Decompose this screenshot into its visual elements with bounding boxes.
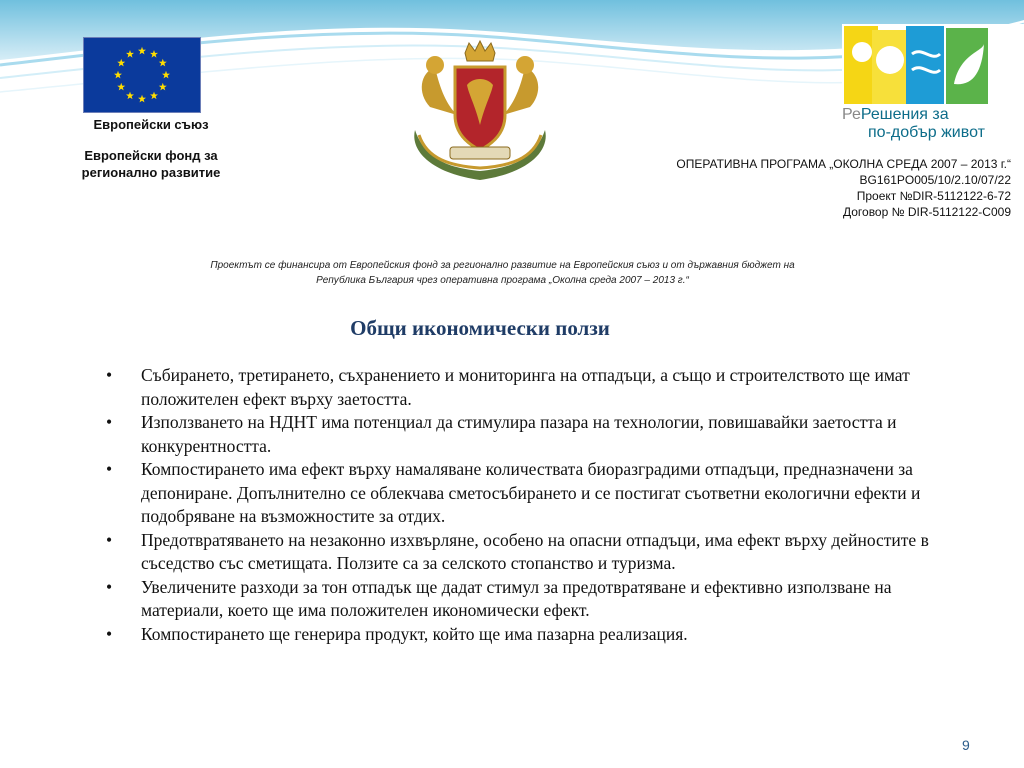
eu-star-icon bbox=[117, 83, 125, 91]
benefits-list bbox=[106, 364, 966, 646]
list-item-text: Увеличените разходи за тон отпадък ще дадат стимул за предотвратяване и ефективно използване на материали, което ще има положителен икономически ефект. bbox=[141, 576, 892, 620]
eu-star-icon bbox=[162, 71, 170, 79]
eu-star-icon bbox=[138, 47, 146, 55]
program-logo bbox=[842, 24, 1024, 152]
page-number: 9 bbox=[962, 737, 970, 753]
slide-title: Общи икономически ползи bbox=[350, 316, 610, 340]
eu-fund-label: Европейски фонд за регионално развитие bbox=[81, 148, 221, 180]
project-number-label: Проект №DIR-5112122-6-72 bbox=[856, 189, 1011, 203]
bullet-marker: • bbox=[106, 529, 113, 550]
contract-number-label: Договор № DIR-5112122-С009 bbox=[842, 205, 1011, 219]
bulgarian-coat-of-arms-logo bbox=[405, 35, 555, 185]
logo-line1-label: Решения за bbox=[860, 106, 949, 123]
eu-union-label: Европейски съюз bbox=[93, 117, 209, 132]
financing-note-line1: Проектът се финансира от Европейския фонд за регионално развитие на Европейския съюз и от държавния бюджет на bbox=[210, 260, 795, 271]
bullet-marker: • bbox=[106, 459, 113, 479]
program-code-label: BG161PO005/10/2.10/07/22 bbox=[859, 173, 1011, 187]
logo-line2-label: по-добър живот bbox=[868, 124, 985, 141]
list-item bbox=[106, 529, 966, 576]
financing-note-line2: Република България чрез оперативна програма „Околна среда 2007 – 2013 г.“ bbox=[316, 275, 689, 286]
bullet-marker: • bbox=[106, 623, 113, 644]
logo-text bbox=[842, 106, 1024, 142]
bullet-marker: • bbox=[106, 412, 113, 432]
eu-star-icon bbox=[138, 95, 146, 103]
list-item bbox=[106, 411, 966, 458]
list-item-text: Компостирането ще генерира продукт, който ще има пазарна реализация. bbox=[141, 623, 688, 644]
list-item bbox=[106, 364, 966, 411]
list-item-text: Компостирането има ефект върху намаляване количествата биоразградими отпадъци, предназначени за депониране. Допълнително се облекчава сметосъбирането и се постигат съответни екологични ефекти и подобряване на възможностите за отдих. bbox=[141, 459, 921, 526]
operational-program-label: ОПЕРАТИВНА ПРОГРАМА „ОКОЛНА СРЕДА 2007 – 2013 г.“ bbox=[676, 157, 1011, 171]
eu-caption bbox=[70, 112, 232, 181]
list-item-text: Използването на НДНТ има потенциал да стимулира пазара на технологии, повишавайки заетостта и конкурентността. bbox=[141, 412, 897, 456]
operational-program-block bbox=[676, 156, 1011, 220]
eu-star-icon bbox=[150, 50, 158, 58]
eu-star-icon bbox=[159, 59, 167, 67]
eu-star-icon bbox=[126, 92, 134, 100]
list-item-text: Предотвратяването на незаконно изхвърляне, особено на опасни отпадъци, има ефект върху дейностите в съседство със сметищата. Ползите са за селското стопанство и туризма. bbox=[141, 529, 929, 573]
eu-flag-logo bbox=[83, 37, 201, 113]
logo-re-label: Ре bbox=[842, 106, 861, 123]
list-item bbox=[106, 458, 966, 529]
eu-star-icon bbox=[159, 83, 167, 91]
eu-star-icon bbox=[117, 59, 125, 67]
eu-star-icon bbox=[114, 71, 122, 79]
list-item bbox=[106, 576, 966, 623]
financing-note bbox=[130, 258, 875, 288]
list-item-text: Събирането, третирането, съхранението и мониторинга на отпадъци, а също и строителството ще имат положителен ефект върху заетостта. bbox=[141, 365, 910, 409]
list-item bbox=[106, 623, 966, 647]
eu-star-icon bbox=[150, 92, 158, 100]
bullet-marker: • bbox=[106, 365, 113, 385]
eu-star-icon bbox=[126, 50, 134, 58]
bullet-marker: • bbox=[106, 576, 113, 597]
